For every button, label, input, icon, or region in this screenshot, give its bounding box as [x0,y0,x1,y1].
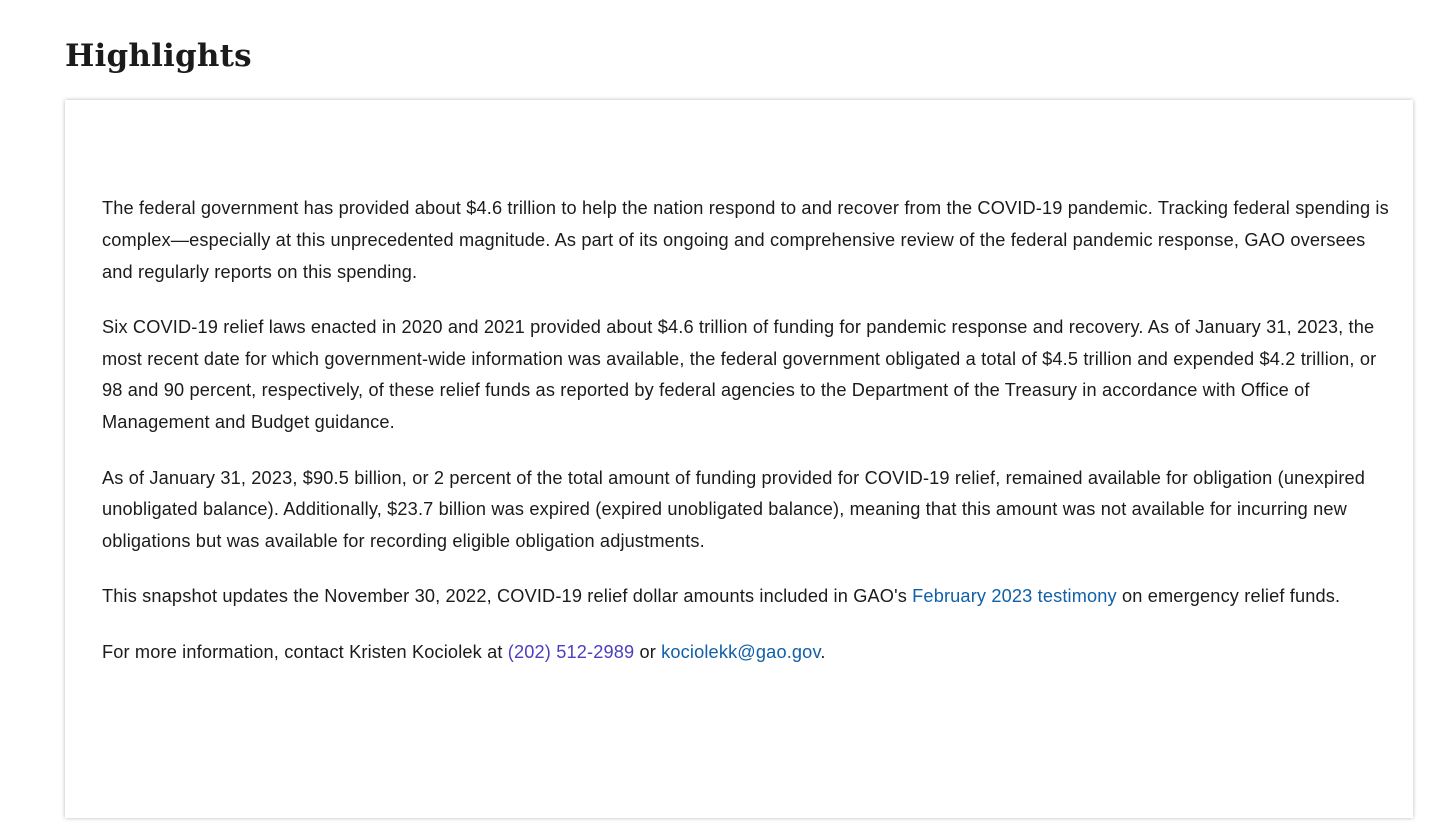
paragraph-snapshot-update [102,581,1392,613]
snapshot-text-after: on emergency relief funds. [1116,586,1341,607]
highlights-card [65,100,1413,818]
paragraph-relief-laws: Six COVID-19 relief laws enacted in 2020 and 2021 provided about $4.6 trillion of funding for pandemic response and recovery. As of January 31, 2023, the most recent date for which government-wide information was available, the federal government obligated a total of $4.5 trillion and expended $4.2 trillion, or 98 and 90 percent, respectively, of these relief funds as reported by federal agencies to the Department of the Treasury in accordance with Office of Management and Budget guidance. [102,316,1377,433]
contact-text-before: For more information, contact Kristen Kociolek at [102,641,508,662]
page-title: Highlights [65,38,252,74]
contact-text-middle: or [634,641,662,662]
contact-text-after: . [820,641,826,662]
snapshot-text-before: This snapshot updates the November 30, 2022, COVID-19 relief dollar amounts included in GAO's [102,586,913,607]
paragraph-funding-overview: The federal government has provided about $4.6 trillion to help the nation respond to and recover from the COVID-19 pandemic. Tracking federal spending is complex—especially at this unprecedented magnitude. As part of its ongoing and comprehensive review of the federal pandemic response, GAO oversees and regularly reports on this spending. [102,198,1389,282]
testimony-link[interactable]: February 2023 testimony [912,586,1117,607]
contact-email-link[interactable]: kociolekk@gao.gov [661,641,821,662]
contact-phone-link[interactable]: (202) 512-2989 [507,641,635,662]
highlights-body [102,193,1392,692]
paragraph-unobligated-balance: As of January 31, 2023, $90.5 billion, or 2 percent of the total amount of funding provided for COVID-19 relief, remained available for obligation (unexpired unobligated balance). Additionally, $23.7 billion was expired (expired unobligated balance), meaning that this amount was not available for incurring new obligations but was available for recording eligible obligation adjustments. [102,467,1366,552]
paragraph-contact [102,637,1392,669]
